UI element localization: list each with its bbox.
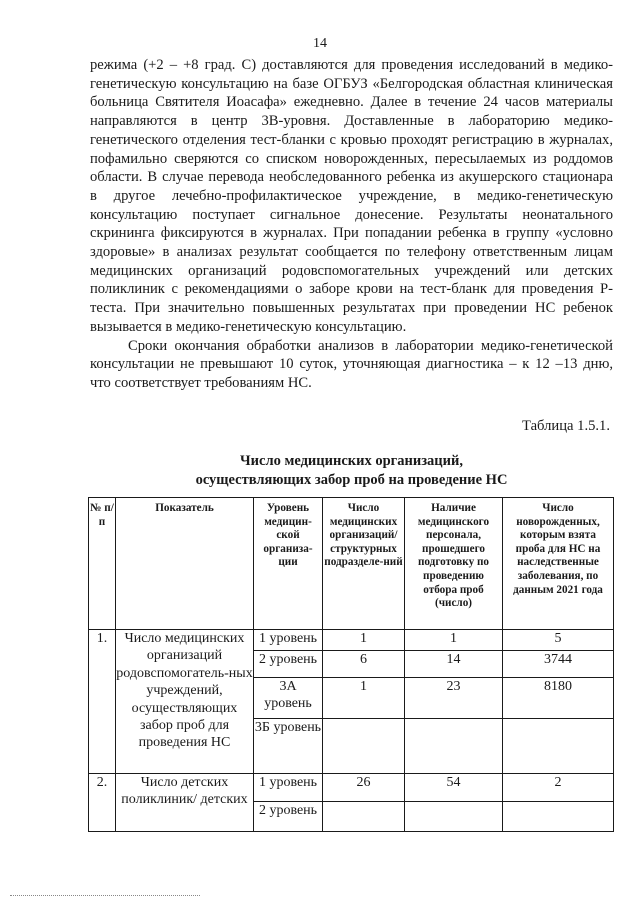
table-caption: Таблица 1.5.1. [522, 418, 610, 434]
table-row [89, 774, 614, 802]
organizations-cell: 26 [323, 774, 405, 802]
page-number: 14 [313, 36, 327, 51]
organizations-cell [323, 719, 405, 774]
table-title-line-2: осуществляющих забор проб на проведение НС [195, 471, 508, 488]
column-header-staff: Наличие медицинского персонала, прошедшего подготовку по проведению отбора проб (число) [405, 498, 503, 630]
row-number: 2. [89, 774, 116, 832]
column-header-number: № п/п [89, 498, 116, 630]
indicator-cell: Число детских поликлиник/ детских [116, 774, 254, 832]
level-cell: 1 уровень [254, 774, 323, 802]
row-number: 1. [89, 630, 116, 774]
column-header-organizations: Число медицинских организаций/ структурных подразделе-ний [323, 498, 405, 630]
staff-cell: 23 [405, 678, 503, 719]
newborns-cell: 2 [503, 774, 614, 802]
organizations-cell: 6 [323, 651, 405, 678]
level-cell: 2 уровень [254, 802, 323, 832]
column-header-indicator: Показатель [116, 498, 254, 630]
body-text [90, 56, 613, 393]
organizations-cell [323, 802, 405, 832]
indicator-cell: Число медицинских организаций родовспомогатель-ных учреждений, осуществляющих забор проб для проведения НС [116, 630, 254, 774]
table-row [89, 630, 614, 651]
column-header-level: Уровень медицин-ской организа-ции [254, 498, 323, 630]
staff-cell [405, 719, 503, 774]
organizations-cell: 1 [323, 678, 405, 719]
column-header-newborns: Число новорожденных, которым взята проба для НС на наследственные заболевания, по данным 2021 года [503, 498, 614, 630]
organizations-cell: 1 [323, 630, 405, 651]
newborns-cell [503, 802, 614, 832]
organizations-table [88, 497, 614, 832]
table-title-line-1: Число медицинских организаций, [240, 453, 463, 469]
staff-cell [405, 802, 503, 832]
newborns-cell: 3744 [503, 651, 614, 678]
newborns-cell: 8180 [503, 678, 614, 719]
staff-cell: 14 [405, 651, 503, 678]
table-title [90, 452, 613, 489]
staff-cell: 1 [405, 630, 503, 651]
page-bottom-edge [10, 895, 200, 896]
level-cell: 3Б уровень [254, 719, 323, 774]
staff-cell: 54 [405, 774, 503, 802]
level-cell: 2 уровень [254, 651, 323, 678]
table-header-row [89, 498, 614, 630]
level-cell: 1 уровень [254, 630, 323, 651]
paragraph-deadlines: Сроки окончания обработки анализов в лаборатории медико-генетической консультации не превышают 10 суток, уточняющая диагностика – к 12 –13 дню, что соответствует требованиям НС. [90, 337, 613, 391]
newborns-cell [503, 719, 614, 774]
paragraph-procedure: режима (+2 – +8 град. С) доставляются для проведения исследований в медико-генетическую консультацию на базе ОГБУЗ «Белгородская областная клиническая больница Святителя Иоасафа» ежедневно. Далее в течение 24 часов материалы направляются в центр 3В-уровня. Доставленные в лабораторию медико-генетического отделения тест-бланки с кровью проходят регистрацию в журналах, пофамильно сверяются со списком новорожденных, пересылаемых из роддомов области. В случае перевода необследованного ребенка из акушерского стационара в другое лечебно-профилактическое учреждение, в медико-генетическую консультацию поступает сигнальное донесение. Результаты неонатального скрининга фиксируются в журналах. При попадании ребенка в группу «условно здоровые» в анализах результат сообщается по телефону ответственным лицам медицинских организаций родовспомогательных учреждений или детских поликлиник с рекомендациями о заборе крови на тест-бланк для проведения Р-теста. При значительно повышенных результатах при проведении НС ребенок вызывается в медико-генетическую консультацию. [90, 57, 613, 335]
level-cell: 3А уровень [254, 678, 323, 719]
newborns-cell: 5 [503, 630, 614, 651]
